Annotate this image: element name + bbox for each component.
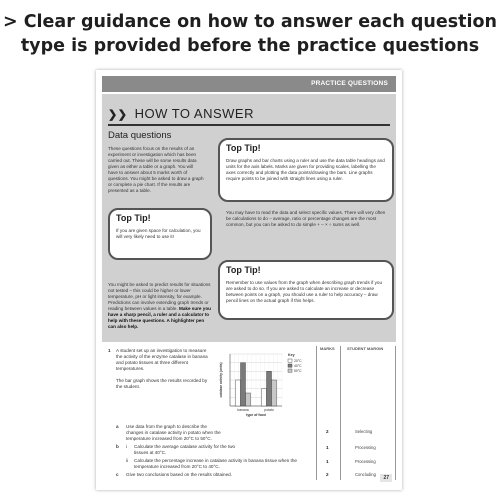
part-a-text: Use data from the graph to describe the changes in catalase activity in potato when the temperature increased from 20°C to 50°C. xyxy=(126,424,221,441)
predict-text: You might be asked to predict results for situations not tested – this could be higher or lower temperature, pH or light intensity, for example. Predictions can involve extending graph trends or reading between values in a table. xyxy=(108,282,211,311)
skill-label: Selecting xyxy=(355,429,373,434)
mark-value: 1 xyxy=(326,445,329,450)
x-axis-label: type of food xyxy=(246,413,266,417)
catalase-bar-chart xyxy=(212,348,312,418)
how-to-answer-heading xyxy=(108,106,254,121)
bar-potato-20°C xyxy=(262,389,267,406)
part-b-label: b xyxy=(116,444,119,449)
graph-note: The bar graph shows the results recorded by the student. xyxy=(116,378,208,389)
skill-label: Processing xyxy=(355,445,376,450)
student-margin-column xyxy=(340,346,396,480)
banner-label: PRACTICE QUESTIONS xyxy=(311,80,388,87)
calculation-paragraph: You may have to read the data and select specific values. There will very often be calculations to do – average, ratio or percentage changes are the most common, but you can be asked to do simple + – × ÷ sums as well. xyxy=(226,210,386,227)
tip-body: If you are given space for calculation, you will very likely need to use it! xyxy=(116,228,201,239)
equipment-note: Make sure you have a sharp pencil, a ruler and a calculator to help with these questions. A highlighter pen can also help. xyxy=(108,306,211,329)
top-tip-trends xyxy=(218,260,394,320)
top-tip-calculation xyxy=(108,208,212,260)
bar-banana-20°C xyxy=(236,380,241,406)
marks-column-header: MARKS xyxy=(320,346,335,351)
part-bii-label: ii xyxy=(126,458,129,463)
book-page xyxy=(96,70,402,490)
part-a-label: a xyxy=(116,424,119,429)
tip-title: Top Tip! xyxy=(226,265,261,275)
legend-label: 50°C xyxy=(294,368,302,373)
heading-rule xyxy=(108,124,390,126)
legend-label: 20°C xyxy=(294,358,302,363)
double-chevron-icon: ❯❯ xyxy=(108,109,128,121)
caption-line-1: > Clear guidance on how to answer each question xyxy=(2,12,498,32)
legend-swatch xyxy=(288,364,292,367)
top-tip-graphs xyxy=(218,138,394,202)
skill-label: Processing xyxy=(355,459,376,464)
legend-label: 40°C xyxy=(294,363,302,368)
tip-body: Draw graphs and bar charts using a ruler and use the data table headings and units for the axis labels. Marks are given for providing scales, labelling the axes correctly and plotting the data points/drawing the bars. Line graphs require points to be joined with straight lines using a ruler. xyxy=(226,158,385,181)
intro-paragraph: These questions focus on the results of an experiment or investigation which has been carried out. These will be some results data given as either a table or a graph. You will have to answer about 5 marks worth of questions. You might be asked to draw a graph or complete a pie chart. If the results are presented as a table. xyxy=(108,146,204,193)
legend-title: Key xyxy=(288,353,295,357)
question-number: 1 xyxy=(108,348,111,353)
section-banner xyxy=(102,76,396,92)
bar-potato-50°C xyxy=(272,380,277,406)
bar-potato-40°C xyxy=(267,371,272,406)
margin-column-header: STUDENT MARGIN xyxy=(347,346,384,351)
mark-value: 2 xyxy=(326,472,329,477)
tip-title: Top Tip! xyxy=(116,213,151,223)
skill-label: Concluding xyxy=(355,472,376,477)
bar-banana-50°C xyxy=(246,393,251,406)
marks-column xyxy=(316,346,339,480)
part-c-label: c xyxy=(116,472,119,477)
y-axis-label: catalase activity (units) xyxy=(219,362,223,398)
x-tick-label: potato xyxy=(264,408,274,412)
tip-body: Remember to use values from the graph when describing graph trends if you are asked to do so. If you are asked to calculate an increase or decrease between points on a graph, you should use a ruler to help accuracy – draw pencil lines on the actual graph if this helps. xyxy=(226,280,383,303)
heading-text: HOW TO ANSWER xyxy=(134,106,254,121)
mark-value: 1 xyxy=(326,459,329,464)
part-bi-text: Calculate the average catalase activity for the two tissues at 40°C. xyxy=(134,444,236,455)
page-number: 27 xyxy=(380,474,392,482)
legend-swatch xyxy=(288,369,292,372)
practice-question xyxy=(102,346,396,486)
question-stem: A student set up an investigation to measure the activity of the enzyme catalase in banana and potato tissues at three different temperatures. xyxy=(116,348,208,371)
caption xyxy=(0,10,500,58)
part-bii-text: Calculate the percentage increase in catalase activity in banana tissue when the temperature increased from 20°C to 40°C. xyxy=(134,458,297,469)
caption-line-2: type is provided before the practice questions xyxy=(20,36,480,56)
data-questions-subheading: Data questions xyxy=(108,130,172,141)
part-bi-label: i xyxy=(126,444,128,449)
bar-banana-40°C xyxy=(241,363,246,406)
legend-swatch xyxy=(288,359,292,362)
part-c-text: Give two conclusions based on the results obtained. xyxy=(126,472,232,477)
tip-title: Top Tip! xyxy=(226,143,261,153)
mark-value: 2 xyxy=(326,429,329,434)
x-tick-label: banana xyxy=(237,408,249,412)
predict-paragraph xyxy=(108,282,212,330)
